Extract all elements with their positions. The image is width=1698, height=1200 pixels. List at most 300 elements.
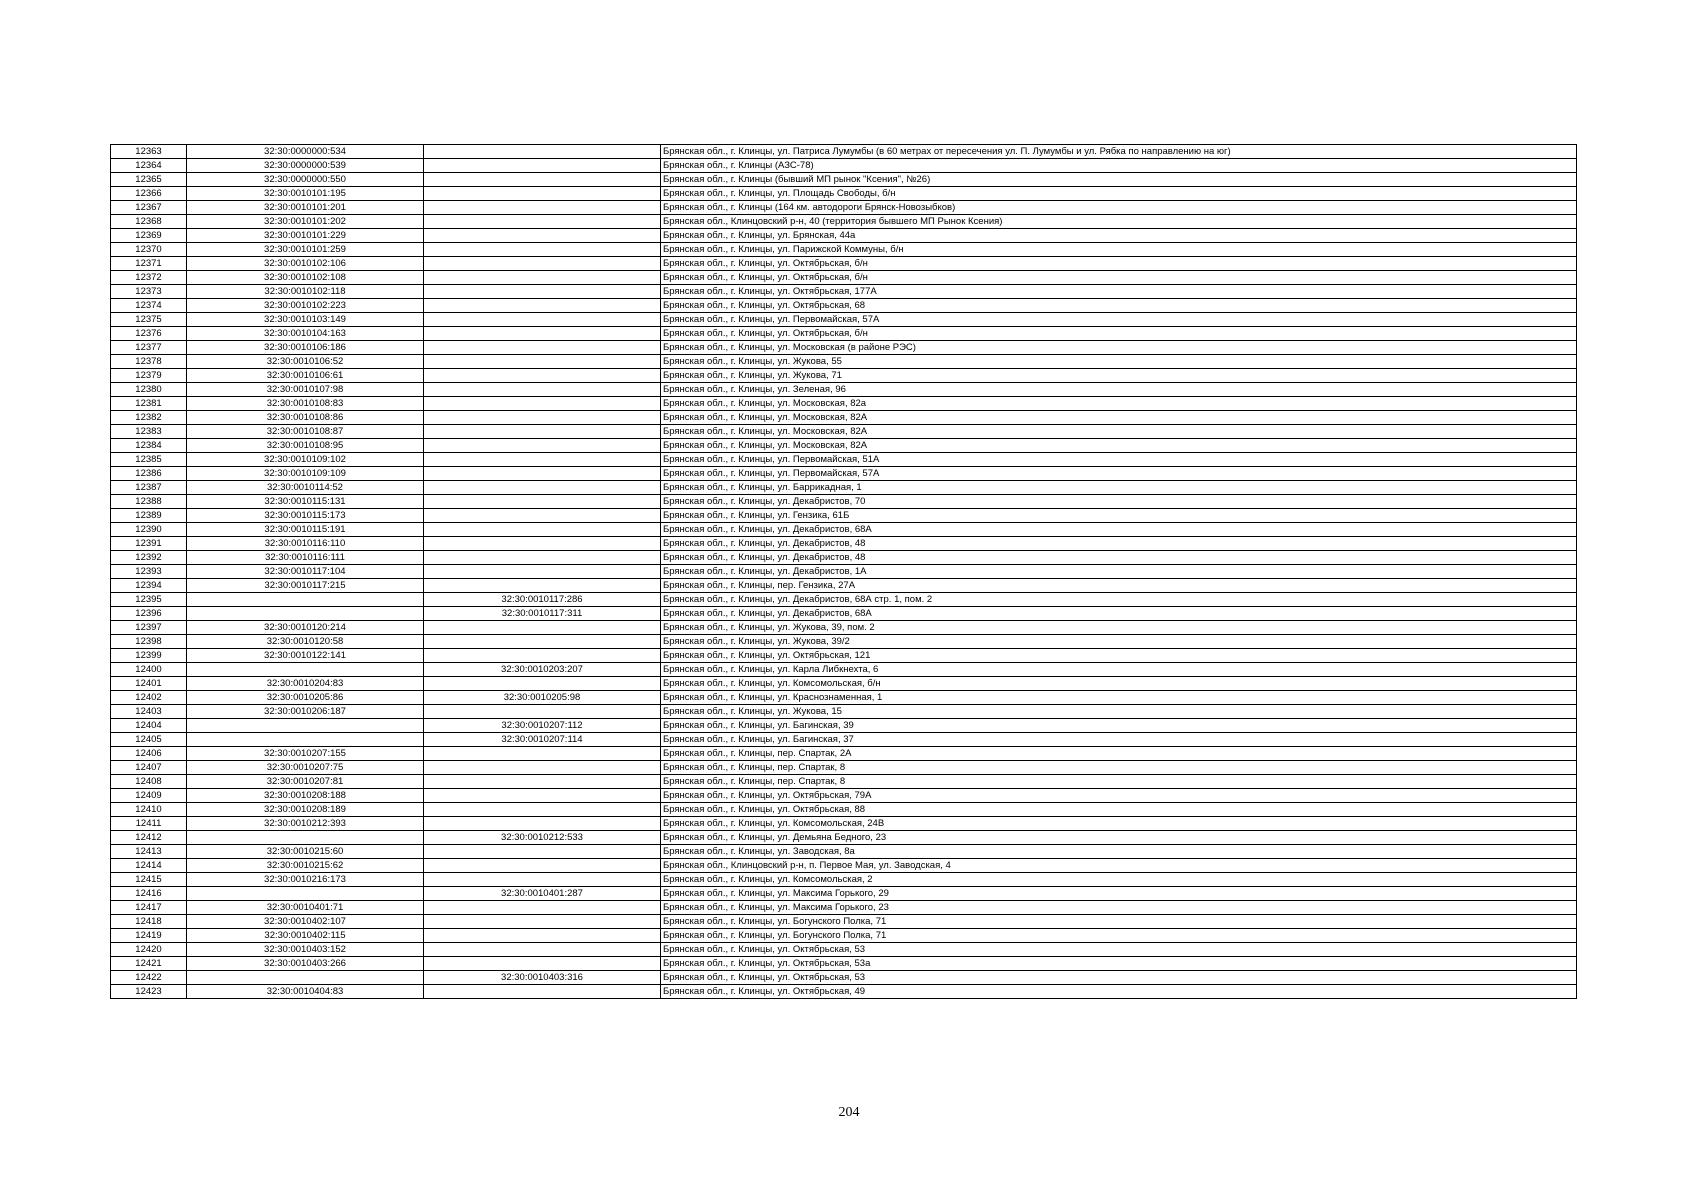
row-number-cell: 12376 (111, 327, 187, 341)
cadastral-number-alt-cell (424, 243, 661, 257)
table-row (111, 229, 1577, 243)
table-row (111, 215, 1577, 229)
cadastral-number-alt-cell (424, 425, 661, 439)
cadastral-number-alt-cell: 32:30:0010203:207 (424, 663, 661, 677)
table-row (111, 299, 1577, 313)
cadastral-number-cell (187, 593, 424, 607)
table-row (111, 509, 1577, 523)
address-cell: Брянская обл., г. Клинцы, пер. Спартак, 8 (661, 775, 1577, 789)
table-row (111, 327, 1577, 341)
row-number-cell: 12419 (111, 929, 187, 943)
row-number-cell: 12422 (111, 971, 187, 985)
table-row (111, 439, 1577, 453)
table-row (111, 901, 1577, 915)
cadastral-number-cell: 32:30:0010115:191 (187, 523, 424, 537)
row-number-cell: 12377 (111, 341, 187, 355)
table-row (111, 453, 1577, 467)
address-cell: Брянская обл., г. Клинцы, ул. Баррикадная, 1 (661, 481, 1577, 495)
row-number-cell: 12417 (111, 901, 187, 915)
row-number-cell: 12396 (111, 607, 187, 621)
cadastral-number-cell: 32:30:0010102:108 (187, 271, 424, 285)
row-number-cell: 12421 (111, 957, 187, 971)
address-cell: Брянская обл., Клинцовский р-н, 40 (территория бывшего МП Рынок Ксения) (661, 215, 1577, 229)
address-cell: Брянская обл., г. Клинцы, ул. Жукова, 15 (661, 705, 1577, 719)
address-cell: Брянская обл., г. Клинцы, ул. Комсомольская, 2 (661, 873, 1577, 887)
cadastral-number-cell: 32:30:0010101:229 (187, 229, 424, 243)
address-cell: Брянская обл., г. Клинцы, ул. Максима Горького, 29 (661, 887, 1577, 901)
table-row (111, 495, 1577, 509)
address-cell: Брянская обл., г. Клинцы, ул. Октябрьская, 68 (661, 299, 1577, 313)
address-cell: Брянская обл., г. Клинцы (АЗС-78) (661, 159, 1577, 173)
row-number-cell: 12413 (111, 845, 187, 859)
row-number-cell: 12366 (111, 187, 187, 201)
table-row (111, 593, 1577, 607)
cadastral-number-alt-cell (424, 369, 661, 383)
table-row (111, 943, 1577, 957)
row-number-cell: 12412 (111, 831, 187, 845)
cadastral-number-alt-cell (424, 313, 661, 327)
table-row (111, 817, 1577, 831)
address-cell: Брянская обл., г. Клинцы, ул. Краснознаменная, 1 (661, 691, 1577, 705)
table-row (111, 397, 1577, 411)
table-row (111, 887, 1577, 901)
table-row (111, 761, 1577, 775)
table-row (111, 187, 1577, 201)
table-row (111, 523, 1577, 537)
address-cell: Брянская обл., г. Клинцы, ул. Жукова, 55 (661, 355, 1577, 369)
cadastral-number-cell: 32:30:0010115:173 (187, 509, 424, 523)
row-number-cell: 12378 (111, 355, 187, 369)
address-cell: Брянская обл., г. Клинцы, ул. Карла Либкнехта, 6 (661, 663, 1577, 677)
address-cell: Брянская обл., г. Клинцы, пер. Гензика, 27А (661, 579, 1577, 593)
row-number-cell: 12388 (111, 495, 187, 509)
table-row (111, 369, 1577, 383)
row-number-cell: 12398 (111, 635, 187, 649)
table-row (111, 747, 1577, 761)
cadastral-number-cell: 32:30:0010116:110 (187, 537, 424, 551)
address-cell: Брянская обл., г. Клинцы, ул. Октябрьская, б/н (661, 327, 1577, 341)
table-row (111, 313, 1577, 327)
cadastral-number-alt-cell (424, 229, 661, 243)
table-row (111, 285, 1577, 299)
row-number-cell: 12365 (111, 173, 187, 187)
row-number-cell: 12372 (111, 271, 187, 285)
address-cell: Брянская обл., г. Клинцы, ул. Октябрьская, 53а (661, 957, 1577, 971)
table-row (111, 565, 1577, 579)
table-row (111, 201, 1577, 215)
cadastral-number-cell: 32:30:0010120:214 (187, 621, 424, 635)
cadastral-number-cell: 32:30:0010207:81 (187, 775, 424, 789)
cadastral-number-alt-cell (424, 537, 661, 551)
cadastral-number-cell: 32:30:0010101:259 (187, 243, 424, 257)
cadastral-number-alt-cell (424, 383, 661, 397)
address-cell: Брянская обл., г. Клинцы, ул. Декабристов, 68А стр. 1, пом. 2 (661, 593, 1577, 607)
cadastral-number-cell: 32:30:0010204:83 (187, 677, 424, 691)
row-number-cell: 12367 (111, 201, 187, 215)
cadastral-number-alt-cell (424, 173, 661, 187)
cadastral-number-alt-cell (424, 327, 661, 341)
cadastral-number-cell: 32:30:0010403:152 (187, 943, 424, 957)
cadastral-number-cell: 32:30:0010109:109 (187, 467, 424, 481)
cadastral-number-cell: 32:30:0010101:195 (187, 187, 424, 201)
cadastral-number-cell: 32:30:0010215:60 (187, 845, 424, 859)
cadastral-number-cell (187, 663, 424, 677)
cadastral-number-cell: 32:30:0010103:149 (187, 313, 424, 327)
address-cell: Брянская обл., г. Клинцы, ул. Октябрьская, 88 (661, 803, 1577, 817)
cadastral-number-cell: 32:30:0010205:86 (187, 691, 424, 705)
row-number-cell: 12381 (111, 397, 187, 411)
table-row (111, 383, 1577, 397)
address-cell: Брянская обл., г. Клинцы, ул. Первомайская, 57А (661, 313, 1577, 327)
cadastral-number-alt-cell: 32:30:0010117:311 (424, 607, 661, 621)
table-row (111, 873, 1577, 887)
row-number-cell: 12423 (111, 985, 187, 999)
address-cell: Брянская обл., г. Клинцы, ул. Октябрьская, 53 (661, 943, 1577, 957)
address-cell: Брянская обл., г. Клинцы, ул. Декабристов, 68А (661, 607, 1577, 621)
cadastral-number-cell: 32:30:0000000:550 (187, 173, 424, 187)
cadastral-number-cell (187, 733, 424, 747)
cadastral-number-cell (187, 887, 424, 901)
row-number-cell: 12383 (111, 425, 187, 439)
table-row (111, 789, 1577, 803)
row-number-cell: 12410 (111, 803, 187, 817)
row-number-cell: 12374 (111, 299, 187, 313)
row-number-cell: 12371 (111, 257, 187, 271)
cadastral-number-cell: 32:30:0010106:52 (187, 355, 424, 369)
address-cell: Брянская обл., г. Клинцы, ул. Патриса Лумумбы (в 60 метрах от пересечения ул. П. Лумумбы и ул. Рябка по направлению на юг) (661, 145, 1577, 159)
address-cell: Брянская обл., г. Клинцы, пер. Спартак, 2А (661, 747, 1577, 761)
cadastral-number-cell: 32:30:0010122:141 (187, 649, 424, 663)
address-cell: Брянская обл., г. Клинцы, ул. Комсомольская, 24В (661, 817, 1577, 831)
address-cell: Брянская обл., г. Клинцы, ул. Октябрьская, б/н (661, 257, 1577, 271)
cadastral-number-cell: 32:30:0010108:87 (187, 425, 424, 439)
row-number-cell: 12402 (111, 691, 187, 705)
cadastral-number-alt-cell (424, 677, 661, 691)
address-cell: Брянская обл., г. Клинцы, пер. Спартак, 8 (661, 761, 1577, 775)
cadastral-number-alt-cell (424, 817, 661, 831)
cadastral-number-cell: 32:30:0010107:98 (187, 383, 424, 397)
cadastral-number-alt-cell (424, 943, 661, 957)
cadastral-number-alt-cell (424, 873, 661, 887)
table-row (111, 803, 1577, 817)
cadastral-number-alt-cell (424, 775, 661, 789)
address-cell: Брянская обл., г. Клинцы, ул. Богунского Полка, 71 (661, 915, 1577, 929)
cadastral-number-alt-cell (424, 649, 661, 663)
cadastral-number-alt-cell (424, 579, 661, 593)
cadastral-number-alt-cell: 32:30:0010117:286 (424, 593, 661, 607)
cadastral-number-cell (187, 607, 424, 621)
cadastral-number-cell: 32:30:0010106:61 (187, 369, 424, 383)
address-cell: Брянская обл., г. Клинцы, ул. Жукова, 39/2 (661, 635, 1577, 649)
address-cell: Брянская обл., г. Клинцы, ул. Московская, 82А (661, 411, 1577, 425)
table-row (111, 957, 1577, 971)
cadastral-number-cell: 32:30:0010120:58 (187, 635, 424, 649)
cadastral-number-cell: 32:30:0010403:266 (187, 957, 424, 971)
cadastral-number-alt-cell (424, 705, 661, 719)
address-cell: Брянская обл., г. Клинцы, ул. Багинская, 39 (661, 719, 1577, 733)
cadastral-number-cell: 32:30:0010212:393 (187, 817, 424, 831)
cadastral-number-alt-cell (424, 985, 661, 999)
row-number-cell: 12392 (111, 551, 187, 565)
cadastral-number-alt-cell: 32:30:0010205:98 (424, 691, 661, 705)
table-row (111, 649, 1577, 663)
table-row (111, 719, 1577, 733)
address-cell: Брянская обл., г. Клинцы, ул. Декабристов, 68А (661, 523, 1577, 537)
cadastral-number-alt-cell (424, 929, 661, 943)
table-row (111, 173, 1577, 187)
row-number-cell: 12401 (111, 677, 187, 691)
cadastral-number-alt-cell (424, 397, 661, 411)
cadastral-number-cell: 32:30:0010401:71 (187, 901, 424, 915)
table-row (111, 733, 1577, 747)
cadastral-number-cell: 32:30:0010208:188 (187, 789, 424, 803)
cadastral-number-alt-cell (424, 901, 661, 915)
address-cell: Брянская обл., г. Клинцы, ул. Октябрьская, 121 (661, 649, 1577, 663)
address-cell: Брянская обл., г. Клинцы, ул. Первомайская, 57А (661, 467, 1577, 481)
address-cell: Брянская обл., г. Клинцы, ул. Комсомольская, б/н (661, 677, 1577, 691)
row-number-cell: 12404 (111, 719, 187, 733)
table-row (111, 635, 1577, 649)
table-row (111, 411, 1577, 425)
cadastral-number-cell: 32:30:0010108:83 (187, 397, 424, 411)
table-row (111, 929, 1577, 943)
row-number-cell: 12397 (111, 621, 187, 635)
table-row (111, 271, 1577, 285)
cadastral-number-cell: 32:30:0010208:189 (187, 803, 424, 817)
cadastral-number-alt-cell (424, 803, 661, 817)
cadastral-number-cell: 32:30:0010402:115 (187, 929, 424, 943)
cadastral-number-alt-cell (424, 481, 661, 495)
cadastral-number-alt-cell (424, 299, 661, 313)
address-cell: Брянская обл., г. Клинцы, ул. Декабристов, 48 (661, 551, 1577, 565)
row-number-cell: 12370 (111, 243, 187, 257)
cadastral-number-alt-cell (424, 187, 661, 201)
table-row (111, 257, 1577, 271)
address-cell: Брянская обл., г. Клинцы, ул. Брянская, 44а (661, 229, 1577, 243)
address-cell: Брянская обл., г. Клинцы, ул. Московская, 82А (661, 439, 1577, 453)
cadastral-number-cell: 32:30:0010108:86 (187, 411, 424, 425)
cadastral-number-cell: 32:30:0010114:52 (187, 481, 424, 495)
table-row (111, 691, 1577, 705)
row-number-cell: 12375 (111, 313, 187, 327)
address-cell: Брянская обл., г. Клинцы, ул. Московская (в районе РЭС) (661, 341, 1577, 355)
address-cell: Брянская обл., г. Клинцы (164 км. автодороги Брянск-Новозыбков) (661, 201, 1577, 215)
table-row (111, 159, 1577, 173)
cadastral-number-cell (187, 719, 424, 733)
address-cell: Брянская обл., г. Клинцы, ул. Демьяна Бедного, 23 (661, 831, 1577, 845)
table-row (111, 425, 1577, 439)
table-row (111, 551, 1577, 565)
cadastral-number-alt-cell (424, 467, 661, 481)
cadastral-number-alt-cell (424, 355, 661, 369)
row-number-cell: 12409 (111, 789, 187, 803)
cadastral-number-cell: 32:30:0010102:106 (187, 257, 424, 271)
registry-table (110, 144, 1577, 999)
row-number-cell: 12390 (111, 523, 187, 537)
cadastral-number-alt-cell (424, 439, 661, 453)
cadastral-number-alt-cell (424, 747, 661, 761)
address-cell: Брянская обл., г. Клинцы, ул. Жукова, 39, пом. 2 (661, 621, 1577, 635)
row-number-cell: 12406 (111, 747, 187, 761)
table-row (111, 845, 1577, 859)
address-cell: Брянская обл., г. Клинцы, ул. Октябрьская, 177А (661, 285, 1577, 299)
cadastral-number-cell: 32:30:0010108:95 (187, 439, 424, 453)
cadastral-number-alt-cell (424, 509, 661, 523)
table-row (111, 355, 1577, 369)
cadastral-number-cell: 32:30:0010102:118 (187, 285, 424, 299)
table-row (111, 677, 1577, 691)
row-number-cell: 12369 (111, 229, 187, 243)
cadastral-number-alt-cell (424, 635, 661, 649)
cadastral-number-cell: 32:30:0010106:186 (187, 341, 424, 355)
row-number-cell: 12416 (111, 887, 187, 901)
cadastral-number-cell: 32:30:0000000:539 (187, 159, 424, 173)
address-cell: Брянская обл., г. Клинцы, ул. Октябрьская, 79А (661, 789, 1577, 803)
cadastral-number-alt-cell (424, 341, 661, 355)
row-number-cell: 12363 (111, 145, 187, 159)
table-row (111, 341, 1577, 355)
address-cell: Брянская обл., г. Клинцы, ул. Октябрьская, б/н (661, 271, 1577, 285)
table-row (111, 579, 1577, 593)
row-number-cell: 12403 (111, 705, 187, 719)
address-cell: Брянская обл., г. Клинцы, ул. Московская, 82А (661, 425, 1577, 439)
cadastral-number-cell: 32:30:0010404:83 (187, 985, 424, 999)
row-number-cell: 12382 (111, 411, 187, 425)
cadastral-number-cell: 32:30:0010115:131 (187, 495, 424, 509)
cadastral-number-alt-cell: 32:30:0010207:114 (424, 733, 661, 747)
row-number-cell: 12414 (111, 859, 187, 873)
cadastral-number-cell: 32:30:0010207:75 (187, 761, 424, 775)
address-cell: Брянская обл., г. Клинцы, ул. Парижской Коммуны, б/н (661, 243, 1577, 257)
table-row (111, 243, 1577, 257)
address-cell: Брянская обл., г. Клинцы, ул. Заводская, 8а (661, 845, 1577, 859)
address-cell: Брянская обл., г. Клинцы, ул. Богунского Полка, 71 (661, 929, 1577, 943)
cadastral-number-alt-cell (424, 859, 661, 873)
address-cell: Брянская обл., г. Клинцы, ул. Зеленая, 96 (661, 383, 1577, 397)
cadastral-number-alt-cell (424, 257, 661, 271)
page-number: 204 (838, 1105, 860, 1120)
table-row (111, 621, 1577, 635)
cadastral-number-cell: 32:30:0010117:215 (187, 579, 424, 593)
cadastral-number-cell: 32:30:0010216:173 (187, 873, 424, 887)
row-number-cell: 12415 (111, 873, 187, 887)
cadastral-number-alt-cell (424, 957, 661, 971)
table-row (111, 985, 1577, 999)
row-number-cell: 12379 (111, 369, 187, 383)
cadastral-number-alt-cell (424, 215, 661, 229)
cadastral-number-cell: 32:30:0010101:201 (187, 201, 424, 215)
address-cell: Брянская обл., г. Клинцы, ул. Багинская, 37 (661, 733, 1577, 747)
row-number-cell: 12387 (111, 481, 187, 495)
row-number-cell: 12411 (111, 817, 187, 831)
cadastral-number-alt-cell (424, 845, 661, 859)
table-row (111, 663, 1577, 677)
registry-table-body (111, 145, 1577, 999)
row-number-cell: 12368 (111, 215, 187, 229)
row-number-cell: 12393 (111, 565, 187, 579)
cadastral-number-alt-cell (424, 621, 661, 635)
cadastral-number-alt-cell (424, 145, 661, 159)
cadastral-number-cell: 32:30:0010215:62 (187, 859, 424, 873)
row-number-cell: 12385 (111, 453, 187, 467)
row-number-cell: 12384 (111, 439, 187, 453)
row-number-cell: 12391 (111, 537, 187, 551)
row-number-cell: 12373 (111, 285, 187, 299)
cadastral-number-cell: 32:30:0010109:102 (187, 453, 424, 467)
table-row (111, 705, 1577, 719)
row-number-cell: 12389 (111, 509, 187, 523)
cadastral-number-alt-cell (424, 915, 661, 929)
cadastral-number-cell: 32:30:0010101:202 (187, 215, 424, 229)
row-number-cell: 12399 (111, 649, 187, 663)
cadastral-number-cell: 32:30:0000000:534 (187, 145, 424, 159)
address-cell: Брянская обл., г. Клинцы, ул. Жукова, 71 (661, 369, 1577, 383)
table-row (111, 831, 1577, 845)
row-number-cell: 12407 (111, 761, 187, 775)
address-cell: Брянская обл., г. Клинцы, ул. Московская, 82а (661, 397, 1577, 411)
cadastral-number-alt-cell (424, 551, 661, 565)
address-cell: Брянская обл., Клинцовский р-н, п. Первое Мая, ул. Заводская, 4 (661, 859, 1577, 873)
cadastral-number-alt-cell (424, 789, 661, 803)
cadastral-number-alt-cell (424, 271, 661, 285)
table-row (111, 607, 1577, 621)
cadastral-number-cell: 32:30:0010402:107 (187, 915, 424, 929)
row-number-cell: 12394 (111, 579, 187, 593)
cadastral-number-alt-cell (424, 565, 661, 579)
address-cell: Брянская обл., г. Клинцы, ул. Октябрьская, 53 (661, 971, 1577, 985)
cadastral-number-alt-cell (424, 285, 661, 299)
row-number-cell: 12395 (111, 593, 187, 607)
cadastral-number-cell: 32:30:0010207:155 (187, 747, 424, 761)
cadastral-number-alt-cell (424, 411, 661, 425)
table-row (111, 915, 1577, 929)
row-number-cell: 12418 (111, 915, 187, 929)
row-number-cell: 12420 (111, 943, 187, 957)
row-number-cell: 12405 (111, 733, 187, 747)
row-number-cell: 12364 (111, 159, 187, 173)
address-cell: Брянская обл., г. Клинцы, ул. Октябрьская, 49 (661, 985, 1577, 999)
cadastral-number-alt-cell (424, 495, 661, 509)
cadastral-number-cell (187, 971, 424, 985)
table-row (111, 859, 1577, 873)
row-number-cell: 12380 (111, 383, 187, 397)
address-cell: Брянская обл., г. Клинцы, ул. Декабристов, 48 (661, 537, 1577, 551)
address-cell: Брянская обл., г. Клинцы, ул. Площадь Свободы, б/н (661, 187, 1577, 201)
cadastral-number-alt-cell (424, 523, 661, 537)
address-cell: Брянская обл., г. Клинцы (бывший МП рынок "Ксения", №26) (661, 173, 1577, 187)
row-number-cell: 12386 (111, 467, 187, 481)
cadastral-number-cell: 32:30:0010116:111 (187, 551, 424, 565)
address-cell: Брянская обл., г. Клинцы, ул. Гензика, 61Б (661, 509, 1577, 523)
table-row (111, 971, 1577, 985)
row-number-cell: 12400 (111, 663, 187, 677)
cadastral-number-alt-cell: 32:30:0010212:533 (424, 831, 661, 845)
cadastral-number-cell (187, 831, 424, 845)
table-row (111, 145, 1577, 159)
cadastral-number-alt-cell (424, 761, 661, 775)
cadastral-number-alt-cell: 32:30:0010207:112 (424, 719, 661, 733)
address-cell: Брянская обл., г. Клинцы, ул. Максима Горького, 23 (661, 901, 1577, 915)
cadastral-number-alt-cell: 32:30:0010401:287 (424, 887, 661, 901)
cadastral-number-alt-cell (424, 201, 661, 215)
address-cell: Брянская обл., г. Клинцы, ул. Декабристов, 70 (661, 495, 1577, 509)
table-row (111, 481, 1577, 495)
cadastral-number-cell: 32:30:0010117:104 (187, 565, 424, 579)
cadastral-number-alt-cell (424, 159, 661, 173)
table-row (111, 467, 1577, 481)
table-row (111, 537, 1577, 551)
table-row (111, 775, 1577, 789)
